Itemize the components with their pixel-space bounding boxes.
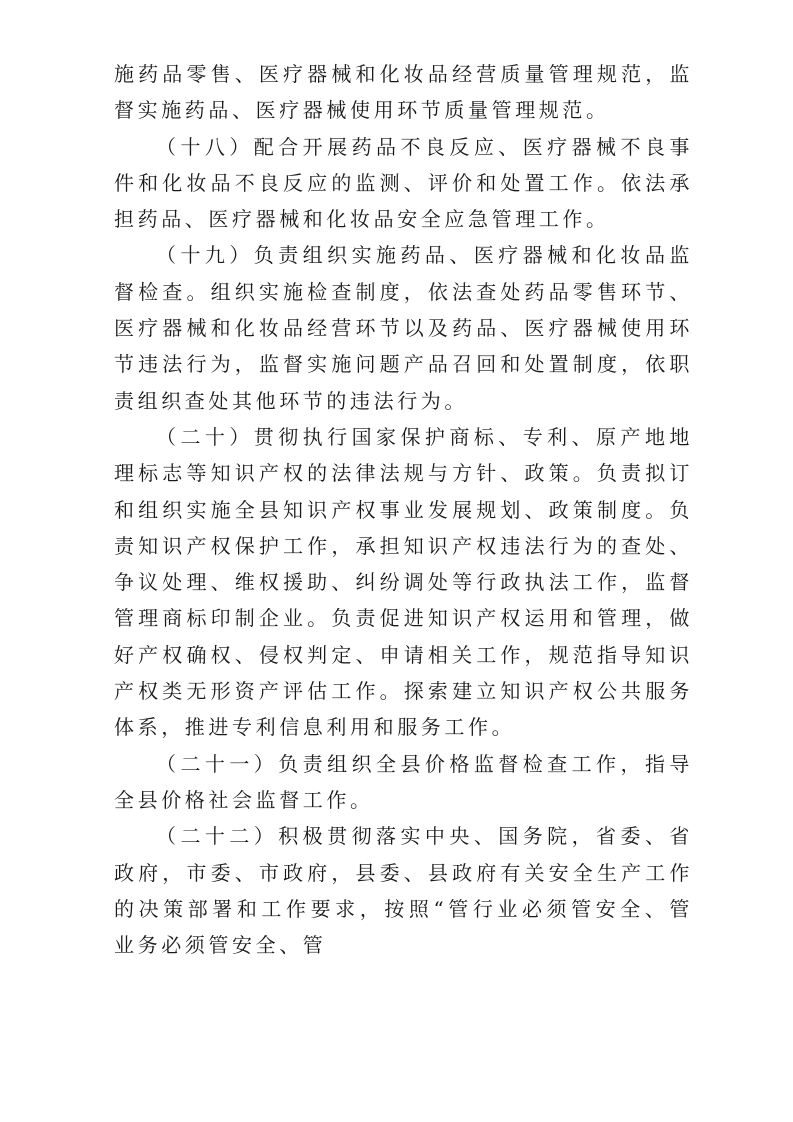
paragraph-item-22: （二十二）积极贯彻落实中央、国务院，省委、省政府，市委、市政府，县委、县政府有关安全生产工作的决策部署和工作要求，按照“管行业必须管安全、管业务必须管安全、管 — [114, 824, 693, 958]
paragraph-item-21: （二十一）负责组织全县价格监督检查工作，指导全县价格社会监督工作。 — [114, 751, 693, 812]
paragraph-item-19: （十九）负责组织实施药品、医疗器械和化妆品监督检查。组织实施检查制度，依法查处药品零售环节、医疗器械和化妆品经营环节以及药品、医疗器械使用环节违法行为，监督实施问题产品召回和处置制度，依职责组织查处其他环节的违法行为。 — [114, 243, 693, 413]
paragraph-item-20: （二十）贯彻执行国家保护商标、专利、原产地地理标志等知识产权的法律法规与方针、政策。负责拟订和组织实施全县知识产权事业发展规划、政策制度。负责知识产权保护工作，承担知识产权违法行为的查处、争议处理、维权援助、纠纷调处等行政执法工作，监督管理商标印制企业。负责促进知识产权运用和管理，做好产权确权、侵权判定、申请相关工作，规范指导知识产权类无形资产评估工作。探索建立知识产权公共服务体系，推进专利信息利用和服务工作。 — [114, 424, 693, 740]
paragraph-item-18: （十八）配合开展药品不良反应、医疗器械不良事件和化妆品不良反应的监测、评价和处置工作。依法承担药品、医疗器械和化妆品安全应急管理工作。 — [114, 134, 693, 232]
paragraph-continuation: 施药品零售、医疗器械和化妆品经营质量管理规范，监督实施药品、医疗器械使用环节质量管理规范。 — [114, 62, 693, 123]
